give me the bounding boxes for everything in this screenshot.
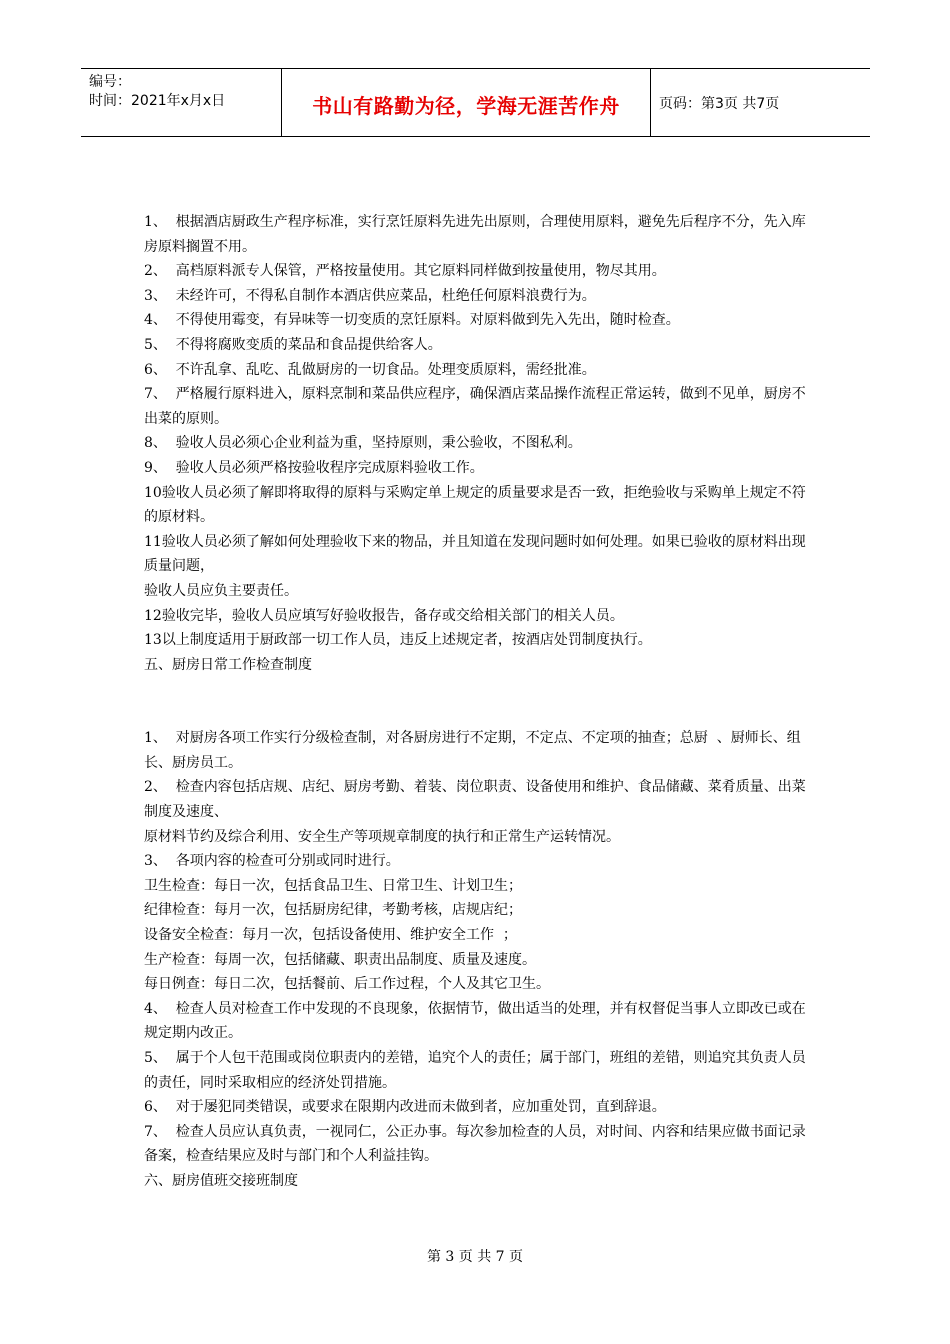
- page-footer: 第 3 页 共 7 页: [426, 1249, 524, 1265]
- section-a: [144, 210, 816, 677]
- paragraph: 1、 对厨房各项工作实行分级检查制，对各厨房进行不定期，不定点、不定项的抽查；总厨 、厨师长、组长、厨房员工。: [144, 730, 801, 771]
- paragraph: 验收人员应负主要责任。: [144, 582, 298, 599]
- paragraph: 2、 检查内容包括店规、店纪、厨房考勤、着装、岗位职责、设备使用和维护、食品储藏、菜肴质量、出菜制度及速度、: [144, 779, 806, 821]
- paragraph: 卫生检查：每日一次，包括食品卫生、日常卫生、计划卫生；: [144, 877, 522, 894]
- paragraph: 纪律检查：每月一次，包括厨房纪律，考勤考核，店规店纪；: [144, 902, 522, 919]
- paragraph: 11验收人员必须了解如何处理验收下来的物品，并且知道在发现问题时如何处理。如果已验收的原材料出现质量问题，: [144, 533, 806, 575]
- spacer: [144, 677, 816, 726]
- paragraph: 4、 不得使用霉变，有异味等一切变质的烹饪原料。对原料做到先入先出，随时检查。: [144, 312, 680, 329]
- document-number-label: 编号：: [89, 74, 131, 90]
- paragraph: 3、 各项内容的检查可分别或同时进行。: [144, 853, 400, 870]
- paragraph: 每日例查：每日二次，包括餐前、后工作过程，个人及其它卫生。: [144, 976, 550, 993]
- header-page-label: 页码：第3页 共7页: [659, 95, 780, 112]
- paragraph: 6、 不许乱拿、乱吃、乱做厨房的一切食品。处理变质原料，需经批准。: [144, 361, 596, 378]
- paragraph: 1、 根据酒店厨政生产程序标准，实行烹饪原料先进先出原则，合理使用原料，避免先后程序不分，先入库房原料搁置不用。: [144, 214, 806, 255]
- paragraph: 8、 验收人员必须心企业利益为重，坚持原则，秉公验收，不图私利。: [144, 435, 582, 452]
- paragraph: 原材料节约及综合利用、安全生产等项规章制度的执行和正常生产运转情况。: [144, 828, 620, 845]
- paragraph: 12验收完毕，验收人员应填写好验收报告，备存或交给相关部门的相关人员。: [144, 607, 624, 624]
- header-motto: 书山有路勤为径，学海无涯苦作舟: [281, 69, 651, 136]
- paragraph: 3、 未经许可，不得私自制作本酒店供应菜品，杜绝任何原料浪费行为。: [144, 287, 596, 304]
- section-b: [144, 726, 816, 1193]
- paragraph: 7、 检查人员应认真负责，一视同仁，公正办事。每次参加检查的人员，对时间、内容和结果应做书面记录备案，检查结果应及时与部门和个人利益挂钩。: [144, 1123, 806, 1165]
- paragraph: 6、 对于屡犯同类错误，或要求在限期内改进而未做到者，应加重处罚，直到辞退。: [144, 1099, 666, 1116]
- paragraph: 13以上制度适用于厨政部一切工作人员，违反上述规定者，按酒店处罚制度执行。: [144, 632, 652, 649]
- paragraph: 7、 严格履行原料进入，原料烹制和菜品供应程序，确保酒店菜品操作流程正常运转，做到不见单，厨房不出菜的原则。: [144, 386, 806, 427]
- paragraph: 2、 高档原料派专人保管，严格按量使用。其它原料同样做到按量使用，物尽其用。: [144, 263, 666, 280]
- document-header: [81, 68, 870, 137]
- paragraph: 10验收人员必须了解即将取得的原料与采购定单上规定的质量要求是否一致，拒绝验收与采购单上规定不符的原材料。: [144, 484, 806, 526]
- paragraph: 9、 验收人员必须严格按验收程序完成原料验收工作。: [144, 459, 484, 476]
- document-date-label: 时间：2021年x月x日: [89, 93, 226, 109]
- paragraph: 5、 不得将腐败变质的菜品和食品提供给客人。: [144, 336, 442, 353]
- section-heading: 六、厨房值班交接班制度: [144, 1172, 298, 1189]
- paragraph: 设备安全检查：每月一次，包括设备使用、维护安全工作 ；: [144, 927, 517, 944]
- section-heading: 五、厨房日常工作检查制度: [144, 656, 312, 673]
- paragraph: 生产检查：每周一次，包括储藏、职责出品制度、质量及速度。: [144, 951, 536, 968]
- header-meta: [81, 69, 281, 136]
- paragraph: 5、 属于个人包干范围或岗位职责内的差错，追究个人的责任；属于部门，班组的差错，则追究其负责人员的责任，同时采取相应的经济处罚措施。: [144, 1050, 806, 1091]
- paragraph: 4、 检查人员对检查工作中发现的不良现象，依据情节，做出适当的处理，并有权督促当事人立即改已或在规定期内改正。: [144, 1000, 806, 1042]
- document-body: [144, 210, 816, 1194]
